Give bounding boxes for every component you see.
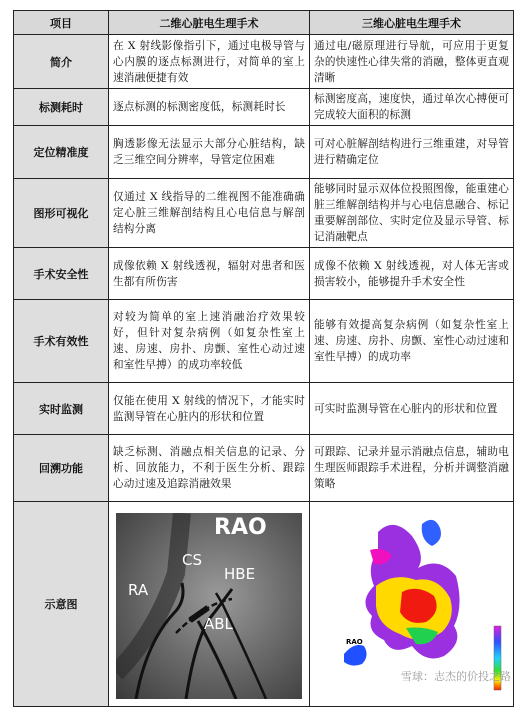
header-3d: 三维心脏电生理手术 — [310, 11, 514, 35]
fluoro-label-hbe: HBE — [224, 565, 256, 583]
cell-3d: 成像不依赖 X 射线透视，对人体无害或损害较小，能够提升手术安全性 — [310, 248, 514, 300]
cell-2d: 仅通过 X 线指导的二维视图不能准确确定心脏三维解剖结构且心电信息与解剖结构分离 — [109, 179, 310, 248]
cell-2d: 逐点标测的标测密度低，标测耗时长 — [109, 89, 310, 126]
table-row — [14, 383, 514, 435]
fluoro-cell — [109, 502, 310, 707]
cell-3d: 标测密度高，速度快，通过单次心搏便可完成较大面积的标测 — [310, 89, 514, 126]
cell-2d: 对较为简单的室上速消融治疗效果较好，但针对复杂病例（如复杂性室上速、房速、房扑、房颤、室性心动过速和室性早搏）的成功率较低 — [109, 300, 310, 383]
cell-3d: 可对心脏解剖结构进行三维重建，对导管进行精确定位 — [310, 126, 514, 179]
cell-2d: 仅能在使用 X 射线的情况下，才能实时监测导管在心脏内的形状和位置 — [109, 383, 310, 435]
fluoro-label-ra: RA — [128, 581, 149, 599]
comparison-table — [13, 10, 514, 707]
cell-2d: 胸透影像无法显示大部分心脏结构，缺乏三维空间分辨率，导管定位困难 — [109, 126, 310, 179]
row-label: 定位精准度 — [14, 126, 109, 179]
row-label: 示意图 — [14, 502, 109, 707]
cell-3d: 可实时监测导管在心脏内的形状和位置 — [310, 383, 514, 435]
watermark: 雪球：志杰的价投之路 — [401, 670, 511, 683]
row-label: 回溯功能 — [14, 435, 109, 502]
cell-2d: 在 X 射线影像指引下，通过电极导管与心内膜的逐点标测进行，对简单的室上速消融便捷有效 — [109, 35, 310, 89]
cell-2d: 缺乏标测、消融点相关信息的记录、分析、回放能力，不利于医生分析、跟踪心动过速及追踪消融效果 — [109, 435, 310, 502]
table-row — [14, 35, 514, 89]
row-label: 手术安全性 — [14, 248, 109, 300]
fluoro-label-cs: CS — [182, 551, 202, 569]
table-row — [14, 435, 514, 502]
fluoroscopy-image — [116, 513, 302, 699]
header-row — [14, 11, 514, 35]
map-view-label: RAO — [346, 638, 363, 646]
cell-2d: 成像依赖 X 射线透视，辐射对患者和医生都有所伤害 — [109, 248, 310, 300]
cell-3d: 能够有效提高复杂病例（如复杂性室上速、房速、房扑、房颤、室性心动过速和室性早搏）的成功率 — [310, 300, 514, 383]
catheter-drawing — [116, 513, 302, 699]
table-row — [14, 300, 514, 383]
header-2d: 二维心脏电生理手术 — [109, 11, 310, 35]
row-label: 简介 — [14, 35, 109, 89]
table-row — [14, 248, 514, 300]
fluoro-label-abl: ABL — [204, 615, 233, 633]
cell-3d: 可跟踪、记录并显示消融点信息，辅助电生理医师跟踪手术进程，分析并调整消融策略 — [310, 435, 514, 502]
table-row — [14, 126, 514, 179]
fluoro-view-label: RAO — [214, 515, 267, 540]
table-row — [14, 89, 514, 126]
table-row — [14, 179, 514, 248]
row-label: 实时监测 — [14, 383, 109, 435]
header-item: 项目 — [14, 11, 109, 35]
row-label: 图形可视化 — [14, 179, 109, 248]
row-label: 手术有效性 — [14, 300, 109, 383]
cell-3d: 能够同时显示双体位投照图像，能重建心脏三维解剖结构并与心电信息融合、标记重要解剖部位、实时定位及显示导管、标记消融靶点 — [310, 179, 514, 248]
cell-3d: 通过电/磁原理进行导航，可应用于更复杂的快速性心律失常的消融，整体更直观清晰 — [310, 35, 514, 89]
row-label: 标测耗时 — [14, 89, 109, 126]
